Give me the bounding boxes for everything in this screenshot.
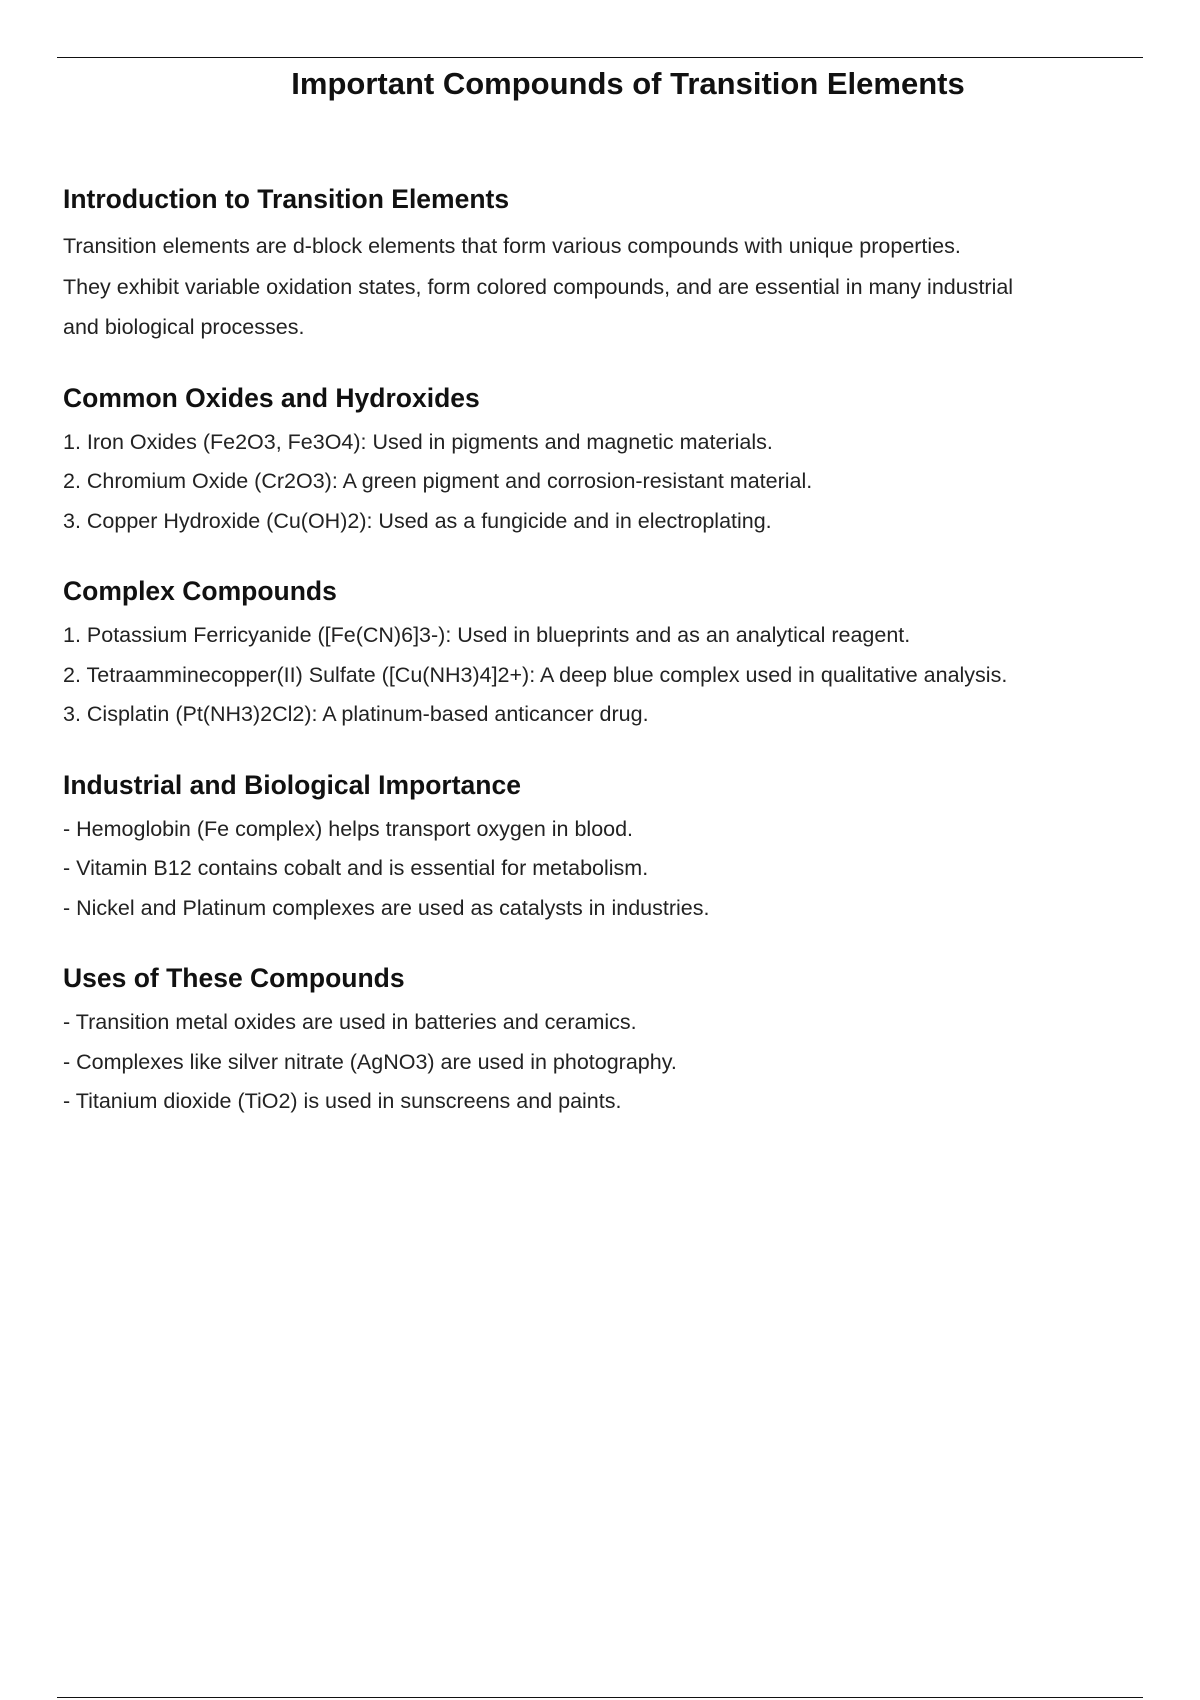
list-item: - Titanium dioxide (TiO2) is used in sunscreens and paints. <box>63 1089 622 1113</box>
list-item: 2. Chromium Oxide (Cr2O3): A green pigment and corrosion-resistant material. <box>63 469 813 493</box>
numbered-list <box>63 616 1153 735</box>
intro-paragraph <box>63 226 1153 348</box>
document-body <box>63 177 1153 1122</box>
list-item: 2. Tetraamminecopper(II) Sulfate ([Cu(NH3)4]2+): A deep blue complex used in qualitative analysis. <box>63 662 1008 687</box>
section-introduction <box>63 177 1153 348</box>
section-heading: Industrial and Biological Importance <box>63 769 521 800</box>
list-item: - Hemoglobin (Fe complex) helps transport oxygen in blood. <box>63 816 634 841</box>
section-heading: Common Oxides and Hydroxides <box>63 382 480 413</box>
bullet-list <box>63 1003 1153 1122</box>
bullet-list <box>63 810 1153 929</box>
list-item: 1. Iron Oxides (Fe2O3, Fe3O4): Used in pigments and magnetic materials. <box>63 429 773 454</box>
list-item: 1. Potassium Ferricyanide ([Fe(CN)6]3-): Used in blueprints and as an analytical reagent. <box>63 623 911 647</box>
list-item: - Transition metal oxides are used in batteries and ceramics. <box>63 1010 637 1034</box>
paragraph-line: Transition elements are d-block elements that form various compounds with unique properties. <box>63 234 961 258</box>
bottom-rule <box>57 1697 1143 1698</box>
section-oxides-hydroxides <box>63 376 1153 542</box>
list-item: - Nickel and Platinum complexes are used as catalysts in industries. <box>63 895 710 920</box>
section-heading: Introduction to Transition Elements <box>63 184 510 214</box>
list-item: 3. Copper Hydroxide (Cu(OH)2): Used as a fungicide and in electroplating. <box>63 508 772 533</box>
section-uses <box>63 956 1153 1122</box>
top-rule <box>57 57 1143 58</box>
section-complex-compounds <box>63 569 1153 735</box>
paragraph-line: and biological processes. <box>63 315 305 339</box>
list-item: - Vitamin B12 contains cobalt and is essential for metabolism. <box>63 856 649 880</box>
section-industrial-biological <box>63 763 1153 929</box>
section-heading: Complex Compounds <box>63 576 337 606</box>
section-heading: Uses of These Compounds <box>63 963 405 993</box>
numbered-list <box>63 423 1153 542</box>
document-title: Important Compounds of Transition Elements <box>291 66 965 101</box>
list-item: 3. Cisplatin (Pt(NH3)2Cl2): A platinum-based anticancer drug. <box>63 702 649 726</box>
paragraph-line: They exhibit variable oxidation states, form colored compounds, and are essential in many industrial <box>63 274 1014 299</box>
list-item: - Complexes like silver nitrate (AgNO3) are used in photography. <box>63 1049 677 1074</box>
